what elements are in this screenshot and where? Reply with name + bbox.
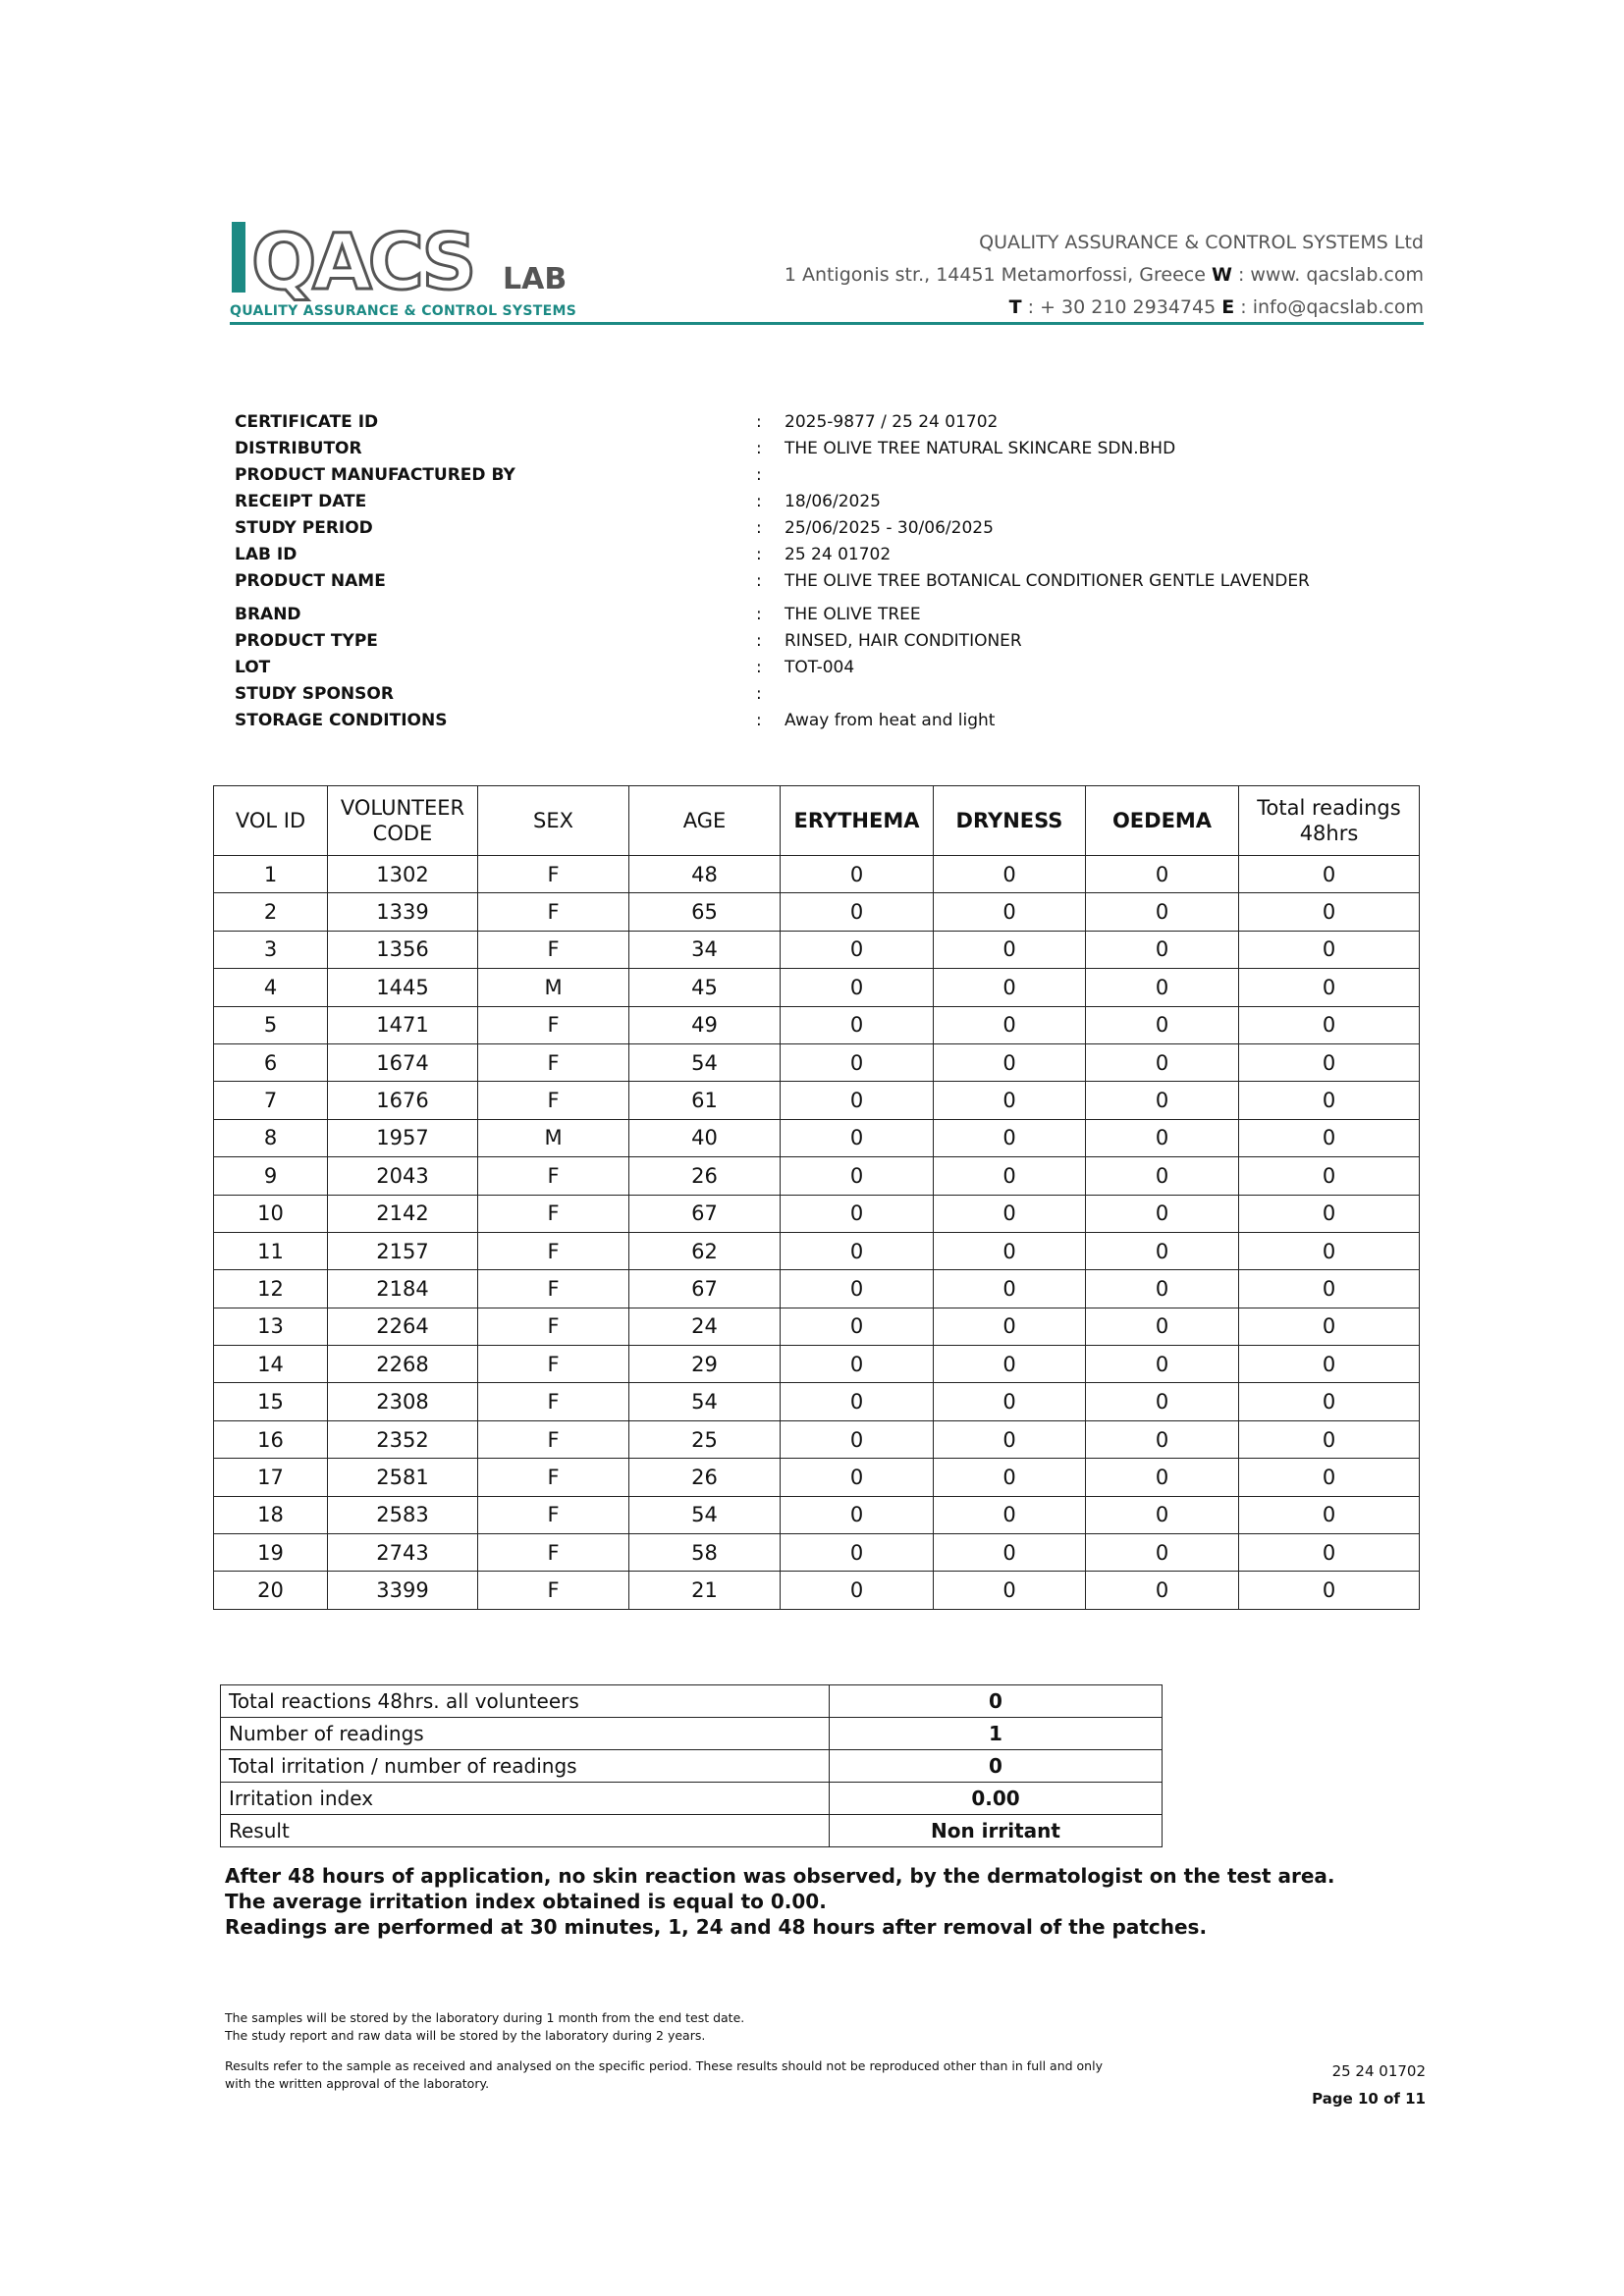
website: : www. qacslab.com bbox=[1237, 264, 1424, 286]
cell-erythema: 0 bbox=[781, 1043, 934, 1081]
cell-dryness: 0 bbox=[934, 1346, 1086, 1383]
cell-volunteer-code: 1445 bbox=[328, 969, 478, 1006]
summary-table bbox=[220, 1684, 1163, 1847]
cell-vol-id: 13 bbox=[214, 1308, 328, 1345]
cell-oedema: 0 bbox=[1086, 1420, 1239, 1458]
cell-age: 45 bbox=[629, 969, 781, 1006]
table-row bbox=[214, 856, 1420, 893]
cell-oedema: 0 bbox=[1086, 1308, 1239, 1345]
cell-volunteer-code: 2581 bbox=[328, 1459, 478, 1496]
cell-age: 67 bbox=[629, 1195, 781, 1232]
cell-oedema: 0 bbox=[1086, 1346, 1239, 1383]
table-row bbox=[214, 893, 1420, 931]
cell-total-readings: 0 bbox=[1239, 1346, 1420, 1383]
cell-dryness: 0 bbox=[934, 1308, 1086, 1345]
cell-volunteer-code: 2043 bbox=[328, 1157, 478, 1195]
summary-label: Total irritation / number of readings bbox=[221, 1750, 830, 1783]
cell-erythema: 0 bbox=[781, 1534, 934, 1572]
table-row bbox=[214, 1534, 1420, 1572]
cell-volunteer-code: 2583 bbox=[328, 1496, 478, 1533]
cell-sex: F bbox=[478, 1496, 629, 1533]
info-value: 2025-9877 / 25 24 01702 bbox=[785, 412, 999, 432]
cell-total-readings: 0 bbox=[1239, 1420, 1420, 1458]
table-row bbox=[214, 1383, 1420, 1420]
cell-oedema: 0 bbox=[1086, 1496, 1239, 1533]
cell-vol-id: 12 bbox=[214, 1270, 328, 1308]
cell-dryness: 0 bbox=[934, 1195, 1086, 1232]
cell-age: 34 bbox=[629, 931, 781, 968]
cell-erythema: 0 bbox=[781, 1157, 934, 1195]
summary-row bbox=[221, 1685, 1163, 1718]
info-colon: : bbox=[756, 412, 762, 432]
company-info bbox=[785, 227, 1424, 324]
cell-age: 48 bbox=[629, 856, 781, 893]
phone-label: T bbox=[1008, 296, 1022, 318]
cell-sex: M bbox=[478, 1119, 629, 1156]
cell-total-readings: 0 bbox=[1239, 1572, 1420, 1609]
cell-vol-id: 1 bbox=[214, 856, 328, 893]
cell-vol-id: 15 bbox=[214, 1383, 328, 1420]
cell-oedema: 0 bbox=[1086, 1572, 1239, 1609]
info-colon: : bbox=[756, 605, 762, 624]
table-row bbox=[214, 1195, 1420, 1232]
info-value: TOT-004 bbox=[785, 658, 855, 677]
cell-oedema: 0 bbox=[1086, 1006, 1239, 1043]
cell-vol-id: 18 bbox=[214, 1496, 328, 1533]
cell-erythema: 0 bbox=[781, 1006, 934, 1043]
cell-vol-id: 7 bbox=[214, 1082, 328, 1119]
info-label: STORAGE CONDITIONS bbox=[235, 711, 448, 730]
col-age: AGE bbox=[629, 786, 781, 856]
cell-vol-id: 5 bbox=[214, 1006, 328, 1043]
cell-oedema: 0 bbox=[1086, 1119, 1239, 1156]
col-total-readings-label: Total readings 48hrs bbox=[1257, 796, 1401, 845]
cell-sex: F bbox=[478, 1195, 629, 1232]
cell-dryness: 0 bbox=[934, 931, 1086, 968]
note-line: After 48 hours of application, no skin reaction was observed, by the dermatologist on the test area. bbox=[225, 1864, 1335, 1888]
cell-sex: F bbox=[478, 1346, 629, 1383]
disclaimer bbox=[225, 2057, 1103, 2093]
cell-dryness: 0 bbox=[934, 1119, 1086, 1156]
cell-volunteer-code: 1676 bbox=[328, 1082, 478, 1119]
cell-vol-id: 2 bbox=[214, 893, 328, 931]
info-value: 18/06/2025 bbox=[785, 492, 881, 511]
cell-vol-id: 6 bbox=[214, 1043, 328, 1081]
cell-oedema: 0 bbox=[1086, 931, 1239, 968]
cell-volunteer-code: 2184 bbox=[328, 1270, 478, 1308]
cell-dryness: 0 bbox=[934, 1270, 1086, 1308]
table-row bbox=[214, 1459, 1420, 1496]
table-row bbox=[214, 1082, 1420, 1119]
cell-volunteer-code: 2268 bbox=[328, 1346, 478, 1383]
cell-sex: F bbox=[478, 1157, 629, 1195]
cell-erythema: 0 bbox=[781, 931, 934, 968]
cell-total-readings: 0 bbox=[1239, 1006, 1420, 1043]
cell-dryness: 0 bbox=[934, 1496, 1086, 1533]
svg-text:LAB: LAB bbox=[503, 262, 568, 296]
table-header-row bbox=[214, 786, 1420, 856]
svg-text:QACS: QACS bbox=[251, 219, 473, 307]
cell-age: 24 bbox=[629, 1308, 781, 1345]
cell-sex: F bbox=[478, 1308, 629, 1345]
summary-value: 1 bbox=[830, 1718, 1163, 1750]
summary-row bbox=[221, 1815, 1163, 1847]
cell-total-readings: 0 bbox=[1239, 969, 1420, 1006]
table-row bbox=[214, 1232, 1420, 1269]
cell-sex: M bbox=[478, 969, 629, 1006]
cell-sex: F bbox=[478, 1383, 629, 1420]
cell-age: 65 bbox=[629, 893, 781, 931]
cell-oedema: 0 bbox=[1086, 856, 1239, 893]
cell-age: 29 bbox=[629, 1346, 781, 1383]
website-label: W bbox=[1211, 264, 1232, 286]
cell-age: 54 bbox=[629, 1043, 781, 1081]
disclaimer-line: with the written approval of the laboratory. bbox=[225, 2076, 490, 2091]
cell-total-readings: 0 bbox=[1239, 1195, 1420, 1232]
cell-erythema: 0 bbox=[781, 856, 934, 893]
email-label: E bbox=[1221, 296, 1235, 318]
cell-sex: F bbox=[478, 893, 629, 931]
cell-age: 25 bbox=[629, 1420, 781, 1458]
phone: : + 30 210 2934745 bbox=[1027, 296, 1217, 318]
summary-value: Non irritant bbox=[830, 1815, 1163, 1847]
info-colon: : bbox=[756, 518, 762, 538]
summary-value: 0 bbox=[830, 1750, 1163, 1783]
cell-age: 58 bbox=[629, 1534, 781, 1572]
info-colon: : bbox=[756, 684, 762, 704]
cell-oedema: 0 bbox=[1086, 1232, 1239, 1269]
cell-sex: F bbox=[478, 1006, 629, 1043]
cell-oedema: 0 bbox=[1086, 1043, 1239, 1081]
page-number: Page 10 of 11 bbox=[1312, 2090, 1426, 2108]
cell-total-readings: 0 bbox=[1239, 1270, 1420, 1308]
cell-erythema: 0 bbox=[781, 969, 934, 1006]
cell-age: 26 bbox=[629, 1157, 781, 1195]
info-colon: : bbox=[756, 571, 762, 591]
col-dryness: DRYNESS bbox=[934, 786, 1086, 856]
cell-vol-id: 4 bbox=[214, 969, 328, 1006]
company-address: 1 Antigonis str., 14451 Metamorfossi, Greece bbox=[784, 264, 1206, 286]
cell-dryness: 0 bbox=[934, 1082, 1086, 1119]
cell-volunteer-code: 2308 bbox=[328, 1383, 478, 1420]
cell-dryness: 0 bbox=[934, 1006, 1086, 1043]
cell-vol-id: 14 bbox=[214, 1346, 328, 1383]
table-row bbox=[214, 969, 1420, 1006]
cell-sex: F bbox=[478, 1572, 629, 1609]
info-value: RINSED, HAIR CONDITIONER bbox=[785, 631, 1022, 651]
footer-lab-id: 25 24 01702 bbox=[1331, 2062, 1426, 2080]
cell-sex: F bbox=[478, 1459, 629, 1496]
cell-sex: F bbox=[478, 856, 629, 893]
cell-vol-id: 8 bbox=[214, 1119, 328, 1156]
cell-age: 40 bbox=[629, 1119, 781, 1156]
info-value: Away from heat and light bbox=[785, 711, 996, 730]
info-label: CERTIFICATE ID bbox=[235, 412, 379, 432]
cell-volunteer-code: 2264 bbox=[328, 1308, 478, 1345]
cell-volunteer-code: 1674 bbox=[328, 1043, 478, 1081]
cell-oedema: 0 bbox=[1086, 893, 1239, 931]
info-colon: : bbox=[756, 492, 762, 511]
cell-sex: F bbox=[478, 1270, 629, 1308]
cell-age: 54 bbox=[629, 1383, 781, 1420]
info-colon: : bbox=[756, 658, 762, 677]
info-value: THE OLIVE TREE bbox=[785, 605, 921, 624]
storage-notice bbox=[225, 2009, 744, 2045]
table-row bbox=[214, 1270, 1420, 1308]
cell-oedema: 0 bbox=[1086, 1459, 1239, 1496]
info-colon: : bbox=[756, 465, 762, 485]
cell-oedema: 0 bbox=[1086, 1534, 1239, 1572]
col-erythema: ERYTHEMA bbox=[781, 786, 934, 856]
summary-label: Number of readings bbox=[221, 1718, 830, 1750]
cell-volunteer-code: 1302 bbox=[328, 856, 478, 893]
cell-erythema: 0 bbox=[781, 1346, 934, 1383]
cell-total-readings: 0 bbox=[1239, 1459, 1420, 1496]
cell-volunteer-code: 1957 bbox=[328, 1119, 478, 1156]
col-total-readings bbox=[1239, 786, 1420, 856]
cell-dryness: 0 bbox=[934, 893, 1086, 931]
info-label: STUDY SPONSOR bbox=[235, 684, 394, 704]
email: : info@qacslab.com bbox=[1240, 296, 1424, 318]
cell-dryness: 0 bbox=[934, 1534, 1086, 1572]
cell-age: 54 bbox=[629, 1496, 781, 1533]
cell-dryness: 0 bbox=[934, 1420, 1086, 1458]
table-row bbox=[214, 1420, 1420, 1458]
cell-age: 62 bbox=[629, 1232, 781, 1269]
table-row bbox=[214, 1496, 1420, 1533]
info-label: PRODUCT NAME bbox=[235, 571, 386, 591]
info-label: STUDY PERIOD bbox=[235, 518, 373, 538]
cell-oedema: 0 bbox=[1086, 969, 1239, 1006]
info-label: PRODUCT TYPE bbox=[235, 631, 378, 651]
info-value: 25 24 01702 bbox=[785, 545, 892, 564]
cell-dryness: 0 bbox=[934, 1383, 1086, 1420]
cell-total-readings: 0 bbox=[1239, 931, 1420, 968]
cell-total-readings: 0 bbox=[1239, 1043, 1420, 1081]
cell-dryness: 0 bbox=[934, 1459, 1086, 1496]
cell-dryness: 0 bbox=[934, 1232, 1086, 1269]
summary-row bbox=[221, 1783, 1163, 1815]
cell-age: 26 bbox=[629, 1459, 781, 1496]
cell-age: 67 bbox=[629, 1270, 781, 1308]
note-line: The average irritation index obtained is equal to 0.00. bbox=[225, 1890, 827, 1913]
cell-erythema: 0 bbox=[781, 1232, 934, 1269]
cell-dryness: 0 bbox=[934, 1043, 1086, 1081]
cell-dryness: 0 bbox=[934, 969, 1086, 1006]
cell-oedema: 0 bbox=[1086, 1195, 1239, 1232]
cell-erythema: 0 bbox=[781, 1496, 934, 1533]
summary-value: 0.00 bbox=[830, 1783, 1163, 1815]
info-label: LOT bbox=[235, 658, 271, 677]
storage-line: The samples will be stored by the laboratory during 1 month from the end test date. bbox=[225, 2010, 745, 2025]
volunteer-results-table bbox=[213, 785, 1420, 1610]
info-label: DISTRIBUTOR bbox=[235, 439, 362, 458]
cell-volunteer-code: 3399 bbox=[328, 1572, 478, 1609]
cell-dryness: 0 bbox=[934, 1157, 1086, 1195]
cell-sex: F bbox=[478, 1232, 629, 1269]
col-oedema: OEDEMA bbox=[1086, 786, 1239, 856]
cell-oedema: 0 bbox=[1086, 1082, 1239, 1119]
footer-reference bbox=[1312, 2057, 1426, 2112]
cell-oedema: 0 bbox=[1086, 1157, 1239, 1195]
cell-erythema: 0 bbox=[781, 893, 934, 931]
cell-erythema: 0 bbox=[781, 1459, 934, 1496]
table-row bbox=[214, 1119, 1420, 1156]
table-row bbox=[214, 1308, 1420, 1345]
cell-total-readings: 0 bbox=[1239, 1157, 1420, 1195]
info-value: THE OLIVE TREE BOTANICAL CONDITIONER GENTLE LAVENDER bbox=[785, 571, 1310, 591]
col-sex: SEX bbox=[478, 786, 629, 856]
info-label: BRAND bbox=[235, 605, 301, 624]
cell-vol-id: 3 bbox=[214, 931, 328, 968]
cell-volunteer-code: 1339 bbox=[328, 893, 478, 931]
cell-volunteer-code: 1471 bbox=[328, 1006, 478, 1043]
cell-erythema: 0 bbox=[781, 1572, 934, 1609]
cell-total-readings: 0 bbox=[1239, 1119, 1420, 1156]
cell-dryness: 0 bbox=[934, 1572, 1086, 1609]
cell-volunteer-code: 2142 bbox=[328, 1195, 478, 1232]
company-name: QUALITY ASSURANCE & CONTROL SYSTEMS Ltd bbox=[979, 232, 1424, 253]
info-colon: : bbox=[756, 439, 762, 458]
note-line: Readings are performed at 30 minutes, 1, 24 and 48 hours after removal of the patches. bbox=[225, 1915, 1208, 1939]
info-colon: : bbox=[756, 545, 762, 564]
info-colon: : bbox=[756, 711, 762, 730]
cell-total-readings: 0 bbox=[1239, 1496, 1420, 1533]
cell-erythema: 0 bbox=[781, 1383, 934, 1420]
cell-volunteer-code: 2157 bbox=[328, 1232, 478, 1269]
company-address-line bbox=[785, 259, 1424, 292]
cell-vol-id: 11 bbox=[214, 1232, 328, 1269]
cell-volunteer-code: 2352 bbox=[328, 1420, 478, 1458]
cell-sex: F bbox=[478, 1082, 629, 1119]
col-volunteer-code bbox=[328, 786, 478, 856]
table-row bbox=[214, 1346, 1420, 1383]
storage-line: The study report and raw data will be stored by the laboratory during 2 years. bbox=[225, 2028, 706, 2043]
cell-total-readings: 0 bbox=[1239, 1383, 1420, 1420]
cell-vol-id: 9 bbox=[214, 1157, 328, 1195]
table-row bbox=[214, 931, 1420, 968]
summary-row bbox=[221, 1750, 1163, 1783]
cell-volunteer-code: 1356 bbox=[328, 931, 478, 968]
cell-total-readings: 0 bbox=[1239, 893, 1420, 931]
cell-erythema: 0 bbox=[781, 1420, 934, 1458]
info-value: 25/06/2025 - 30/06/2025 bbox=[785, 518, 994, 538]
cell-age: 61 bbox=[629, 1082, 781, 1119]
cell-total-readings: 0 bbox=[1239, 856, 1420, 893]
company-contact-line bbox=[785, 292, 1424, 324]
cell-vol-id: 19 bbox=[214, 1534, 328, 1572]
cell-oedema: 0 bbox=[1086, 1270, 1239, 1308]
disclaimer-line: Results refer to the sample as received and analysed on the specific period. These results should not be reproduced other than in full and only bbox=[225, 2058, 1103, 2073]
cell-oedema: 0 bbox=[1086, 1383, 1239, 1420]
cell-erythema: 0 bbox=[781, 1270, 934, 1308]
col-vol-id: VOL ID bbox=[214, 786, 328, 856]
cell-volunteer-code: 2743 bbox=[328, 1534, 478, 1572]
cell-total-readings: 0 bbox=[1239, 1534, 1420, 1572]
cell-total-readings: 0 bbox=[1239, 1232, 1420, 1269]
info-colon: : bbox=[756, 631, 762, 651]
summary-label: Total reactions 48hrs. all volunteers bbox=[221, 1685, 830, 1718]
cell-sex: F bbox=[478, 1043, 629, 1081]
cell-erythema: 0 bbox=[781, 1195, 934, 1232]
cell-total-readings: 0 bbox=[1239, 1308, 1420, 1345]
conclusion-notes bbox=[225, 1863, 1335, 1940]
cell-sex: F bbox=[478, 1534, 629, 1572]
cell-erythema: 0 bbox=[781, 1119, 934, 1156]
info-label: LAB ID bbox=[235, 545, 298, 564]
cell-vol-id: 16 bbox=[214, 1420, 328, 1458]
col-volunteer-code-label: VOLUNTEER CODE bbox=[340, 796, 465, 845]
cell-sex: F bbox=[478, 1420, 629, 1458]
summary-row bbox=[221, 1718, 1163, 1750]
cell-age: 21 bbox=[629, 1572, 781, 1609]
info-label: RECEIPT DATE bbox=[235, 492, 367, 511]
cell-age: 49 bbox=[629, 1006, 781, 1043]
cell-erythema: 0 bbox=[781, 1082, 934, 1119]
info-value: THE OLIVE TREE NATURAL SKINCARE SDN.BHD bbox=[785, 439, 1176, 458]
table-row bbox=[214, 1157, 1420, 1195]
cell-vol-id: 17 bbox=[214, 1459, 328, 1496]
cell-sex: F bbox=[478, 931, 629, 968]
logo-caption: QUALITY ASSURANCE & CONTROL SYSTEMS bbox=[230, 303, 577, 319]
table-row bbox=[214, 1572, 1420, 1609]
info-label: PRODUCT MANUFACTURED BY bbox=[235, 465, 515, 485]
cell-total-readings: 0 bbox=[1239, 1082, 1420, 1119]
table-row bbox=[214, 1043, 1420, 1081]
cell-vol-id: 20 bbox=[214, 1572, 328, 1609]
cell-vol-id: 10 bbox=[214, 1195, 328, 1232]
summary-value: 0 bbox=[830, 1685, 1163, 1718]
table-row bbox=[214, 1006, 1420, 1043]
summary-label: Irritation index bbox=[221, 1783, 830, 1815]
header-divider bbox=[230, 322, 1424, 325]
cell-dryness: 0 bbox=[934, 856, 1086, 893]
cell-erythema: 0 bbox=[781, 1308, 934, 1345]
summary-label: Result bbox=[221, 1815, 830, 1847]
